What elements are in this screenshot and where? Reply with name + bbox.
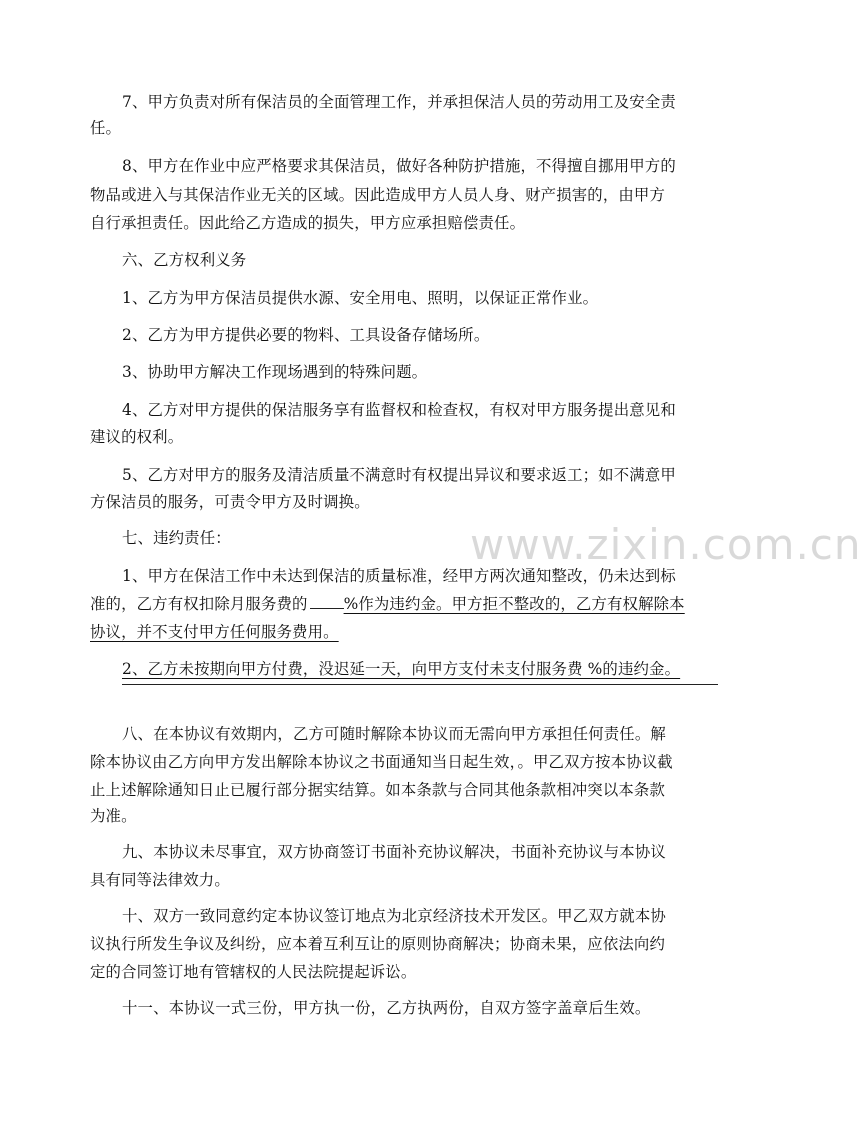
- clause-8-term-line-2: 除本协议由乙方向甲方发出解除本协议之书面通知当日起生效，。甲乙双方按本协议截: [90, 753, 673, 771]
- clause-9-line-1: 九、本协议未尽事宜，双方协商签订书面补充协议解决，书面补充协议与本协议: [122, 843, 666, 861]
- section-7-heading: 七、违约责任：: [122, 529, 231, 547]
- watermark: www.zixin.com.cn: [470, 520, 862, 569]
- clause-8-term-line-4: 为准。: [90, 807, 137, 825]
- clause-7-line-1: 7、甲方负责对所有保洁员的全面管理工作，并承担保洁人员的劳动用工及安全责: [122, 93, 676, 111]
- clause-9-line-2: 具有同等法律效力。: [90, 871, 230, 889]
- clause-8-line-2: 物品或进入与其保洁作业无关的区域。因此造成甲方人员人身、财产损害的，由甲方: [90, 186, 666, 204]
- clause-8-term-line-3: 止上述解除通知日止已履行部分据实结算。如本条款与合同其他条款相冲突以本条款: [90, 781, 666, 799]
- clause-8-line-1: 8、甲方在作业中应严格要求其保洁员，做好各种防护措施，不得擅自挪用甲方的: [122, 157, 676, 175]
- clause-10-line-2: 议执行所发生争议及纠纷，应本着互利互让的原则协商解决；协商未果，应依法向约: [90, 935, 666, 953]
- clause-10-line-3: 定的合同签订地有管辖权的人民法院提起诉讼。: [90, 963, 417, 981]
- blank-underline: [310, 594, 344, 609]
- clause-6-3: 3、协助甲方解决工作现场遇到的特殊问题。: [122, 363, 428, 381]
- clause-7-1-line-3: 协议，并不支付甲方任何服务费用。: [90, 623, 339, 641]
- clause-10-line-1: 十、双方一致同意约定本协议签订地点为北京经济技术开发区。甲乙双方就本协: [122, 907, 666, 925]
- clause-7-1-line-1: 1、甲方在保洁工作中未达到保洁的质量标准，经甲方两次通知整改，仍未达到标: [122, 567, 676, 585]
- clause-6-5-line-2: 方保洁员的服务，可责令甲方及时调换。: [90, 493, 370, 511]
- underlined-text: %作为违约金。甲方拒不整改的，乙方有权解除本: [343, 595, 685, 613]
- clause-6-5-line-1: 5、乙方对甲方的服务及清洁质量不满意时有权提出异议和要求返工；如不满意甲: [122, 466, 676, 484]
- clause-6-1: 1、乙方为甲方保洁员提供水源、安全用电、照明，以保证正常作业。: [122, 289, 599, 307]
- clause-8-term-line-1: 八、在本协议有效期内，乙方可随时解除本协议而无需向甲方承担任何责任。解: [122, 725, 666, 743]
- section-6-heading: 六、乙方权利义务: [122, 251, 247, 269]
- clause-6-4-line-2: 建议的权利。: [90, 428, 184, 446]
- clause-6-4-line-1: 4、乙方对甲方提供的保洁服务享有监督权和检查权，有权对甲方服务提出意见和: [122, 401, 676, 419]
- clause-6-2: 2、乙方为甲方提供必要的物料、工具设备存储场所。: [122, 326, 490, 344]
- clause-7-2: 2、乙方未按期向甲方付费，没迟延一天，向甲方支付未支付服务费 %的违约金。: [122, 660, 681, 678]
- clause-8-line-3: 自行承担责任。因此给乙方造成的损失，甲方应承担赔偿责任。: [90, 214, 526, 232]
- clause-7-line-2: 任。: [90, 119, 122, 137]
- clause-7-1-line-2: 准的，乙方有权扣除月服务费的 %作为违约金。甲方拒不整改的，乙方有权解除本: [90, 595, 685, 613]
- clause-11: 十一、本协议一式三份，甲方执一份，乙方执两份，自双方签字盖章后生效。: [122, 999, 651, 1017]
- clause-7-2-rule: [122, 684, 718, 685]
